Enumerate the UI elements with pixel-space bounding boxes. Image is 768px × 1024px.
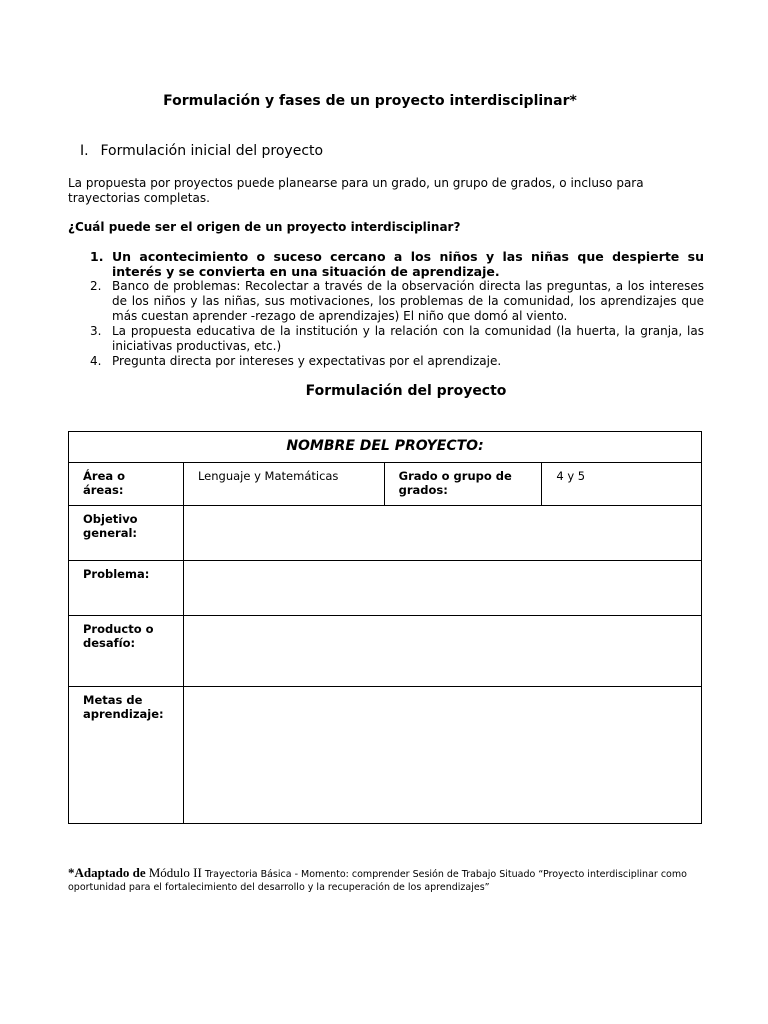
footer-text: Trayectoria Básica - Momento: comprender Sesión de Trabajo Situado “Proyecto interdisciplinar como oportunidad para el fortalecimiento del desarrollo y la recuperación de los aprendizajes” [68, 869, 687, 893]
objective-label: Objetivo general: [69, 506, 184, 561]
product-label: Producto o desafío: [69, 616, 184, 687]
area-label: Área o áreas: [69, 463, 184, 506]
list-item-number: 3. [90, 324, 102, 338]
section-title: Formulación inicial del proyecto [100, 143, 324, 159]
goals-label: Metas de aprendizaje: [69, 687, 184, 824]
area-value[interactable]: Lenguaje y Matemáticas [183, 463, 384, 506]
product-field[interactable] [183, 616, 701, 687]
origins-list [90, 249, 704, 369]
table-row [69, 561, 702, 616]
section-heading [80, 143, 323, 159]
footer-note [68, 866, 708, 894]
table-row [69, 506, 702, 561]
objective-field[interactable] [183, 506, 701, 561]
table-row [69, 463, 702, 506]
list-item-number: 2. [90, 279, 102, 293]
list-item-text: Banco de problemas: Recolectar a través de la observación directa las preguntas, a los intereses de los niños y las niñas, sus motivaciones, los problemas de la comunidad, los aprendizajes que más cuestan aprender -rezago de aprendizajes) El niño que domó al viento. [112, 279, 704, 323]
list-item-text: Pregunta directa por intereses y expectativas por el aprendizaje. [112, 354, 502, 368]
project-name-header: NOMBRE DEL PROYECTO: [69, 432, 702, 463]
list-item-text: Un acontecimiento o suceso cercano a los niños y las niñas que despierte su interés y se convierta en una situación de aprendizaje. [112, 249, 704, 279]
list-item [90, 354, 704, 369]
list-item [90, 279, 704, 324]
origin-question: ¿Cuál puede ser el origen de un proyecto interdisciplinar? [68, 220, 461, 234]
table-row [69, 432, 702, 463]
form-subtitle: Formulación del proyecto [305, 383, 507, 399]
page-title: Formulación y fases de un proyecto interdisciplinar* [163, 93, 577, 109]
grade-value[interactable]: 4 y 5 [542, 463, 702, 506]
list-item-text: La propuesta educativa de la institución y la relación con la comunidad (la huerta, la granja, las iniciativas productivas, etc.) [112, 324, 704, 353]
intro-paragraph: La propuesta por proyectos puede planearse para un grado, un grupo de grados, o incluso para trayectorias completas. [68, 176, 644, 205]
project-form-table [68, 431, 702, 824]
table-row [69, 616, 702, 687]
list-item [90, 249, 704, 279]
section-number: I. [80, 143, 89, 159]
problem-label: Problema: [69, 561, 184, 616]
footer-prefix: *Adaptado de [68, 865, 146, 880]
list-item-number: 1. [90, 249, 104, 264]
problem-field[interactable] [183, 561, 701, 616]
goals-field[interactable] [183, 687, 701, 824]
list-item-number: 4. [90, 354, 102, 368]
grade-label: Grado o grupo de grados: [384, 463, 542, 506]
footer-module: Módulo II [148, 865, 202, 880]
list-item [90, 324, 704, 354]
table-row [69, 687, 702, 824]
